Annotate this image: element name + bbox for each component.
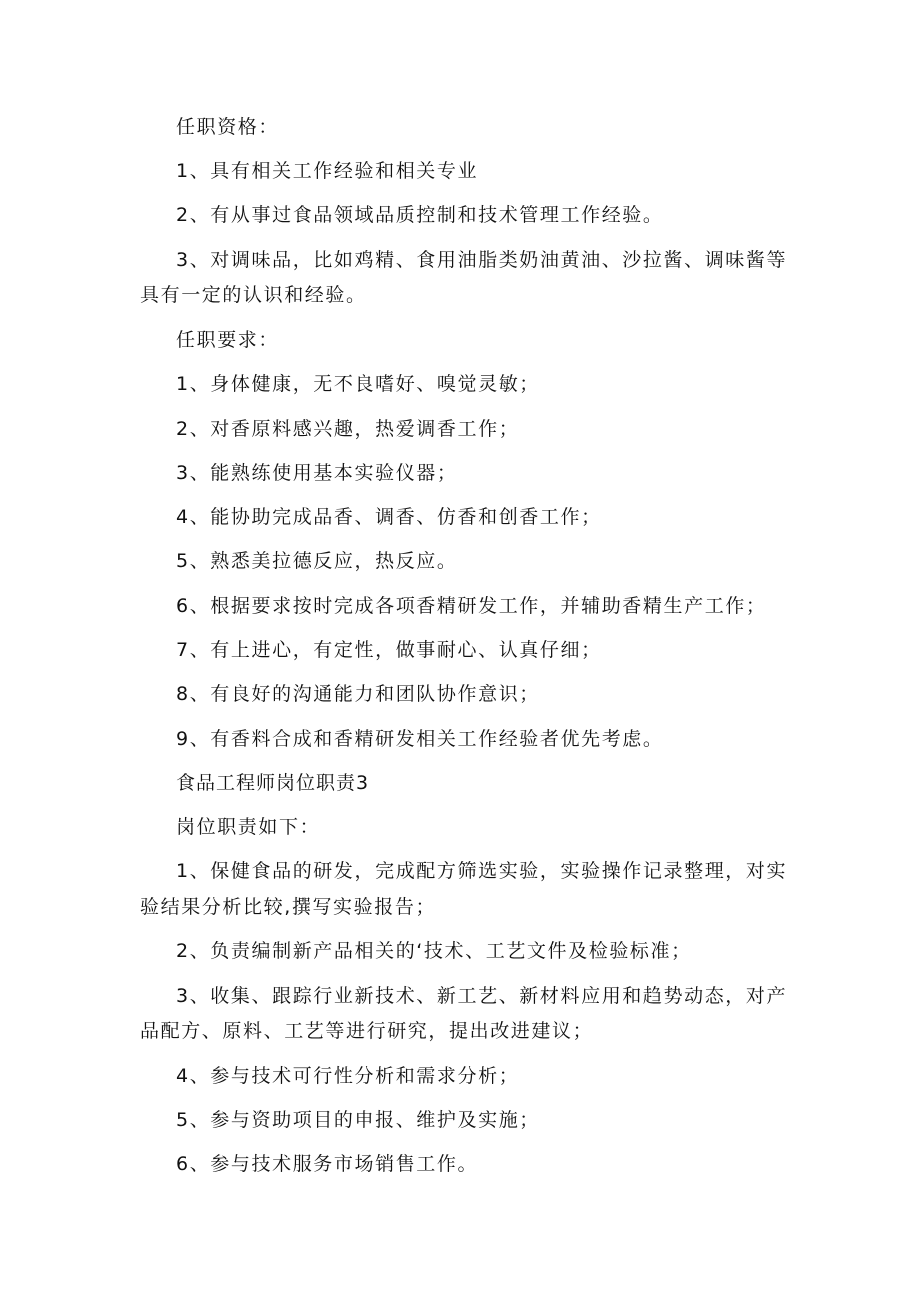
qualification-item: 3、对调味品，比如鸡精、食用油脂类奶油黄油、沙拉酱、调味酱等	[176, 249, 788, 271]
qualifications-title: 任职资格：	[176, 116, 280, 138]
duties-subtitle: 岗位职责如下：	[176, 816, 321, 838]
qualification-item-continued: 具有一定的认识和经验。	[140, 284, 367, 306]
requirement-item: 1、身体健康，无不良嗜好、嗅觉灵敏；	[176, 373, 540, 395]
requirement-item: 4、能协助完成品香、调香、仿香和创香工作；	[176, 506, 602, 528]
duty-item: 2、负责编制新产品相关的‘技术、工艺文件及检验标准；	[176, 940, 692, 962]
qualification-item: 2、有从事过食品领域品质控制和技术管理工作经验。	[176, 204, 664, 226]
requirement-item: 8、有良好的沟通能力和团队协作意识；	[176, 683, 540, 705]
duty-item: 5、参与资助项目的申报、维护及实施；	[176, 1109, 540, 1131]
duty-item: 4、参与技术可行性分析和需求分析；	[176, 1065, 520, 1087]
duty-item: 6、参与技术服务市场销售工作。	[176, 1153, 479, 1175]
section-heading: 食品工程师岗位职责3	[176, 772, 370, 794]
duty-item-continued: 验结果分析比较,撰写实验报告；	[140, 896, 437, 918]
qualification-item: 1、具有相关工作经验和相关专业	[176, 160, 479, 182]
requirement-item: 5、熟悉美拉德反应，热反应。	[176, 550, 458, 572]
requirement-item: 3、能熟练使用基本实验仪器；	[176, 462, 458, 484]
duty-item: 3、收集、跟踪行业新技术、新工艺、新材料应用和趋势动态，对产	[176, 985, 788, 1007]
duty-item: 1、保健食品的研发，完成配方筛选实验，实验操作记录整理，对实	[176, 860, 788, 882]
duty-item-continued: 品配方、原料、工艺等进行研究，提出改进建议；	[140, 1020, 594, 1042]
requirement-item: 9、有香料合成和香精研发相关工作经验者优先考虑。	[176, 728, 664, 750]
requirement-item: 6、根据要求按时完成各项香精研发工作，并辅助香精生产工作；	[176, 595, 767, 617]
requirement-item: 7、有上进心，有定性，做事耐心、认真仔细；	[176, 639, 602, 661]
requirements-title: 任职要求：	[176, 329, 280, 351]
requirement-item: 2、对香原料感兴趣，热爱调香工作；	[176, 418, 520, 440]
